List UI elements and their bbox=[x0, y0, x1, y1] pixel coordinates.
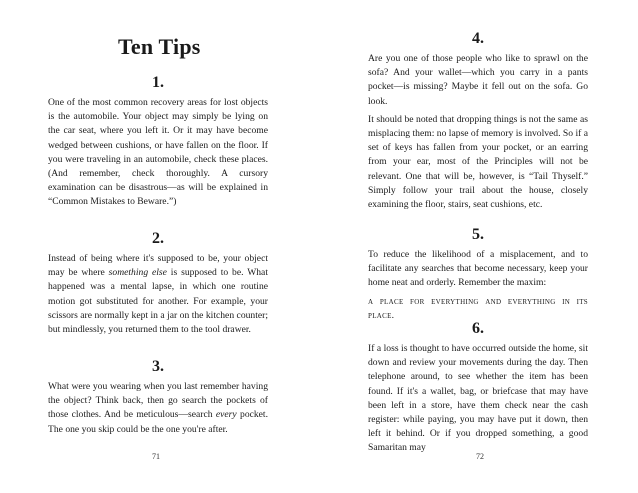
tip-paragraph: If a loss is thought to have occurred outside the home, sit down and review your movements during the day. Then telephone around, to see whether the item has been found. If it's a wallet, bag, or briefcase that may have been left in a store, have them check near the cash register: while paying, you may have put it down, then left it behind. Or if you dropped something, a good Samaritan may bbox=[368, 343, 588, 454]
tip-number: 4. bbox=[472, 30, 484, 47]
tip-3 bbox=[48, 358, 268, 441]
tip-number: 6. bbox=[472, 320, 484, 337]
tip-number: 2. bbox=[152, 230, 164, 247]
tip-paragraph: What were you wearing when you last remember having the object? Think back, then go search the pockets of those clothes. And be meticulous—search every pocket. The one you skip could be the one you're after. bbox=[48, 381, 268, 435]
tip-paragraph: Instead of being where it's supposed to be, your object may be where something else is supposed to be. What happened was a mental lapse, in which one routine motion got substituted for another. For example, your scissors are normally kept in a jar on the kitchen counter; but mindlessly, you returned them to the tool drawer. bbox=[48, 253, 268, 336]
tip-5 bbox=[368, 226, 588, 327]
tip-paragraph: Are you one of those people who like to sprawl on the sofa? And your wallet—which you carry in a pants pocket—is missing? Maybe it fell out on the sofa. Go look. bbox=[368, 53, 588, 107]
page-number: 71 bbox=[152, 452, 160, 461]
tip-number: 5. bbox=[472, 226, 484, 243]
tip-6 bbox=[368, 320, 588, 460]
tip-number: 1. bbox=[152, 74, 164, 91]
maxim: a place for everything and everything in its place. bbox=[368, 295, 588, 321]
page-number: 72 bbox=[476, 452, 484, 461]
tip-paragraph: One of the most common recovery areas for lost objects is the automobile. Your object may simply be lying on the car seat, where you left it. Or it may have become wedged between cushions, or have fallen on the floor. If you were traveling in an automobile, check these places. (And remember, check thoroughly. A cursory examination can be disastrous—as will be explained in “Common Mistakes to Beware.”) bbox=[48, 97, 268, 208]
tip-paragraph: To reduce the likelihood of a misplacement, and to facilitate any searches that become necessary, keep your home neat and orderly. Remember the maxim: bbox=[368, 249, 588, 289]
tip-4 bbox=[368, 30, 588, 216]
tip-1 bbox=[48, 74, 268, 214]
tip-paragraph: It should be noted that dropping things is not the same as misplacing them: no lapse of memory is involved. So if a set of keys has fallen from your pocket, or an earring from your ear, most of the Principles will not be relevant. One that will be, however, is “Tail Thyself.” Simply follow your trail about the house, closely examining the floor, stairs, seat cushions, etc. bbox=[368, 113, 588, 211]
page-title: Ten Tips bbox=[118, 34, 201, 59]
emphasis: every bbox=[215, 409, 237, 421]
emphasis: something else bbox=[108, 267, 167, 279]
tip-number: 3. bbox=[152, 358, 164, 375]
tip-2 bbox=[48, 230, 268, 341]
